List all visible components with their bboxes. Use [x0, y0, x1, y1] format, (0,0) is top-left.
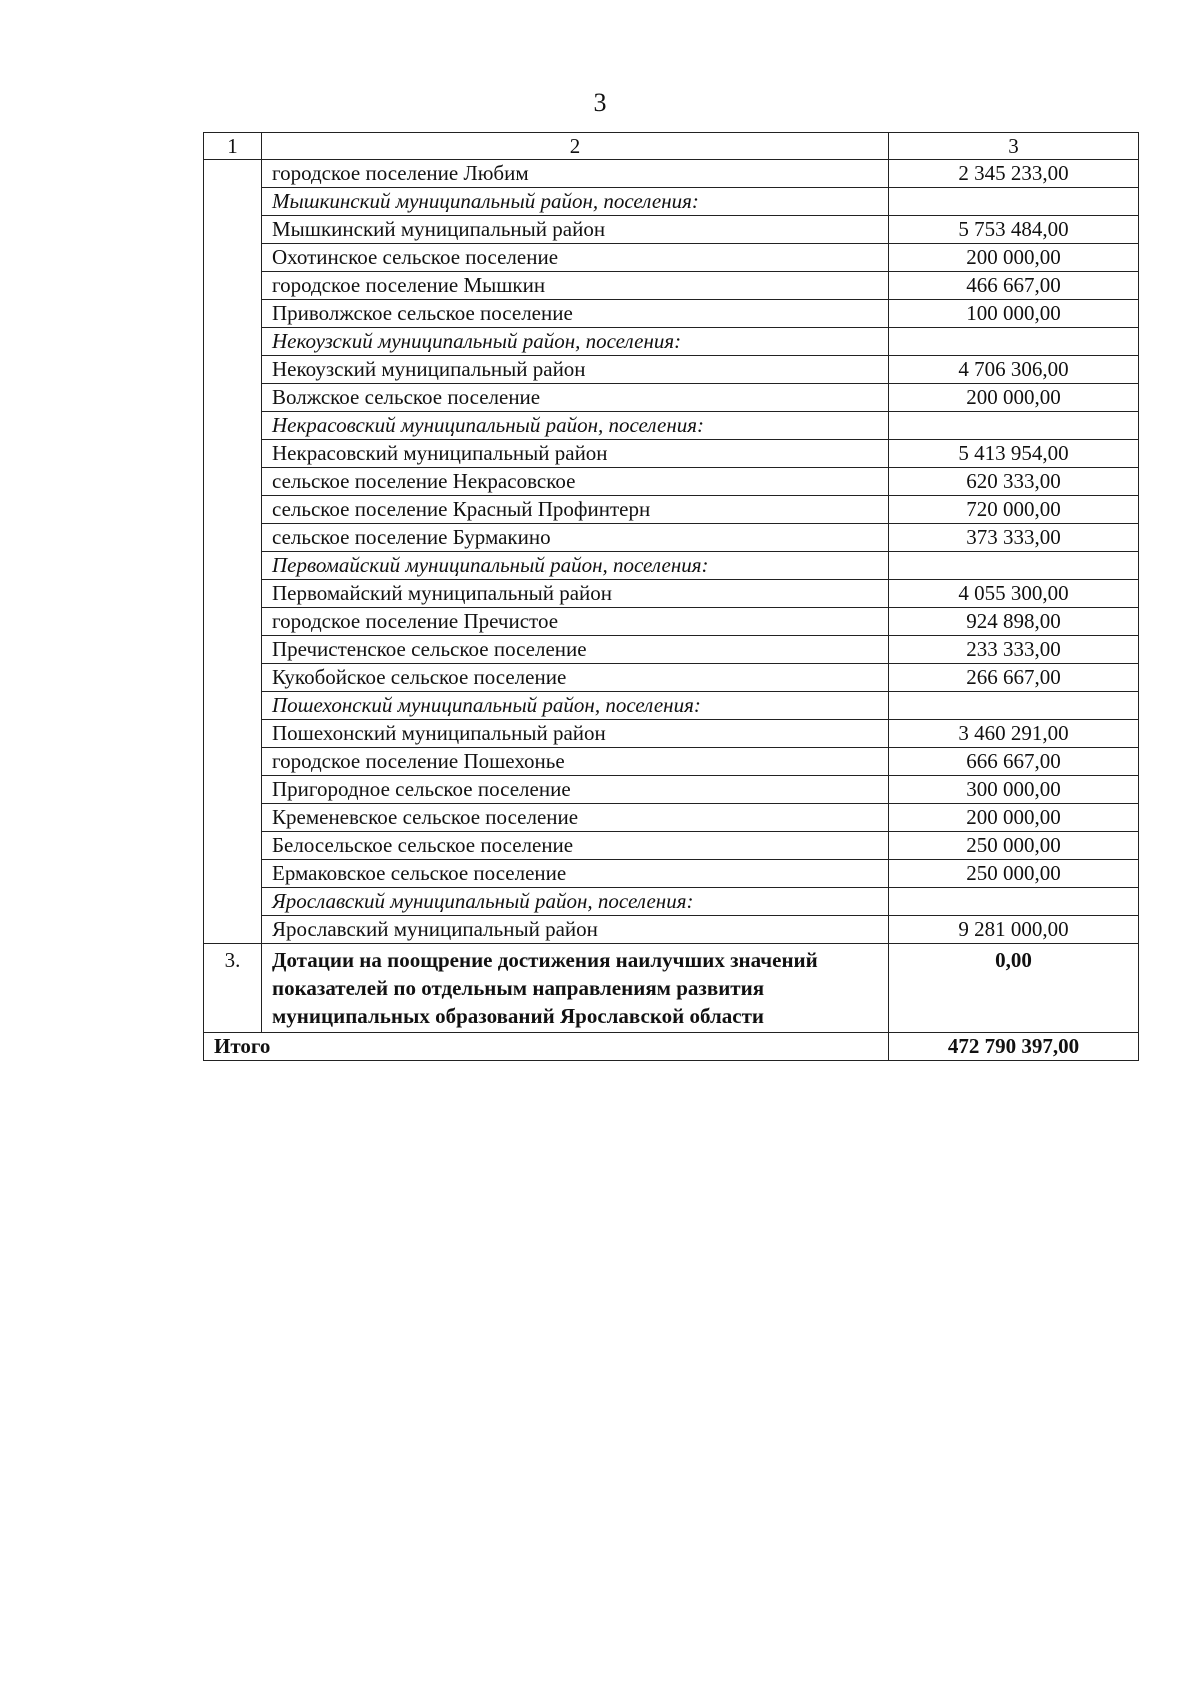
amount-cell: 466 667,00	[889, 272, 1139, 300]
table-row	[204, 272, 1139, 300]
table-row	[204, 832, 1139, 860]
table-group-row	[204, 888, 1139, 916]
group-heading: Мышкинский муниципальный район, поселения:	[262, 188, 889, 216]
total-row	[204, 1033, 1139, 1061]
table-row	[204, 440, 1139, 468]
table-row	[204, 216, 1139, 244]
total-label: Итого	[204, 1033, 889, 1061]
recipient-name: Некоузский муниципальный район	[262, 356, 889, 384]
amount-cell: 924 898,00	[889, 608, 1139, 636]
group-heading: Некоузский муниципальный район, поселения:	[262, 328, 889, 356]
amount-cell: 5 413 954,00	[889, 440, 1139, 468]
amount-cell: 4 055 300,00	[889, 580, 1139, 608]
table-row	[204, 384, 1139, 412]
recipient-name: Волжское сельское поселение	[262, 384, 889, 412]
group-heading: Ярославский муниципальный район, поселения:	[262, 888, 889, 916]
table-row	[204, 496, 1139, 524]
amount-cell: 620 333,00	[889, 468, 1139, 496]
recipient-name: городское поселение Любим	[262, 160, 889, 188]
amount-cell	[889, 888, 1139, 916]
table-row	[204, 524, 1139, 552]
table-row	[204, 804, 1139, 832]
recipient-name: Кукобойское сельское поселение	[262, 664, 889, 692]
amount-cell: 5 753 484,00	[889, 216, 1139, 244]
recipient-name: Белосельское сельское поселение	[262, 832, 889, 860]
table-header-row	[204, 133, 1139, 160]
section-row	[204, 944, 1139, 1033]
table-group-row	[204, 188, 1139, 216]
row-number-cell	[204, 160, 262, 944]
group-heading: Некрасовский муниципальный район, поселения:	[262, 412, 889, 440]
amount-cell	[889, 552, 1139, 580]
recipient-name: сельское поселение Бурмакино	[262, 524, 889, 552]
recipient-name: Пригородное сельское поселение	[262, 776, 889, 804]
total-amount: 472 790 397,00	[889, 1033, 1139, 1061]
section-title: Дотации на поощрение достижения наилучших значений показателей по отдельным направлениям развития муниципальных образований Ярославской области	[262, 944, 889, 1033]
group-heading: Пошехонский муниципальный район, поселения:	[262, 692, 889, 720]
table-row	[204, 580, 1139, 608]
amount-cell	[889, 692, 1139, 720]
amount-cell	[889, 412, 1139, 440]
amount-cell	[889, 188, 1139, 216]
table-row	[204, 636, 1139, 664]
column-header-2: 2	[262, 133, 889, 160]
amount-cell: 233 333,00	[889, 636, 1139, 664]
recipient-name: Охотинское сельское поселение	[262, 244, 889, 272]
table-row	[204, 300, 1139, 328]
column-header-3: 3	[889, 133, 1139, 160]
recipient-name: Кременевское сельское поселение	[262, 804, 889, 832]
table-row	[204, 468, 1139, 496]
recipient-name: Мышкинский муниципальный район	[262, 216, 889, 244]
table-row	[204, 916, 1139, 944]
table-group-row	[204, 692, 1139, 720]
page-number: 3	[593, 88, 607, 117]
amount-cell: 720 000,00	[889, 496, 1139, 524]
group-heading: Первомайский муниципальный район, поселения:	[262, 552, 889, 580]
amount-cell	[889, 328, 1139, 356]
table-row	[204, 356, 1139, 384]
recipient-name: городское поселение Мышкин	[262, 272, 889, 300]
recipient-name: городское поселение Пошехонье	[262, 748, 889, 776]
amount-cell: 200 000,00	[889, 804, 1139, 832]
table-row	[204, 748, 1139, 776]
recipient-name: Первомайский муниципальный район	[262, 580, 889, 608]
table-row	[204, 860, 1139, 888]
amount-cell: 250 000,00	[889, 832, 1139, 860]
section-amount: 0,00	[889, 944, 1139, 1033]
allocation-table	[203, 132, 1139, 1061]
table-row	[204, 244, 1139, 272]
table-group-row	[204, 552, 1139, 580]
amount-cell: 266 667,00	[889, 664, 1139, 692]
table-row	[204, 664, 1139, 692]
table-row	[204, 776, 1139, 804]
table-group-row	[204, 328, 1139, 356]
amount-cell: 200 000,00	[889, 384, 1139, 412]
recipient-name: Ермаковское сельское поселение	[262, 860, 889, 888]
table-row	[204, 608, 1139, 636]
amount-cell: 250 000,00	[889, 860, 1139, 888]
recipient-name: сельское поселение Некрасовское	[262, 468, 889, 496]
recipient-name: сельское поселение Красный Профинтерн	[262, 496, 889, 524]
recipient-name: Пошехонский муниципальный район	[262, 720, 889, 748]
table-row	[204, 160, 1139, 188]
recipient-name: Некрасовский муниципальный район	[262, 440, 889, 468]
amount-cell: 666 667,00	[889, 748, 1139, 776]
amount-cell: 373 333,00	[889, 524, 1139, 552]
amount-cell: 3 460 291,00	[889, 720, 1139, 748]
recipient-name: Ярославский муниципальный район	[262, 916, 889, 944]
column-header-1: 1	[204, 133, 262, 160]
section-number: 3.	[204, 944, 262, 1033]
amount-cell: 200 000,00	[889, 244, 1139, 272]
amount-cell: 4 706 306,00	[889, 356, 1139, 384]
recipient-name: городское поселение Пречистое	[262, 608, 889, 636]
amount-cell: 100 000,00	[889, 300, 1139, 328]
table-group-row	[204, 412, 1139, 440]
amount-cell: 300 000,00	[889, 776, 1139, 804]
recipient-name: Приволжское сельское поселение	[262, 300, 889, 328]
amount-cell: 2 345 233,00	[889, 160, 1139, 188]
amount-cell: 9 281 000,00	[889, 916, 1139, 944]
recipient-name: Пречистенское сельское поселение	[262, 636, 889, 664]
table-row	[204, 720, 1139, 748]
